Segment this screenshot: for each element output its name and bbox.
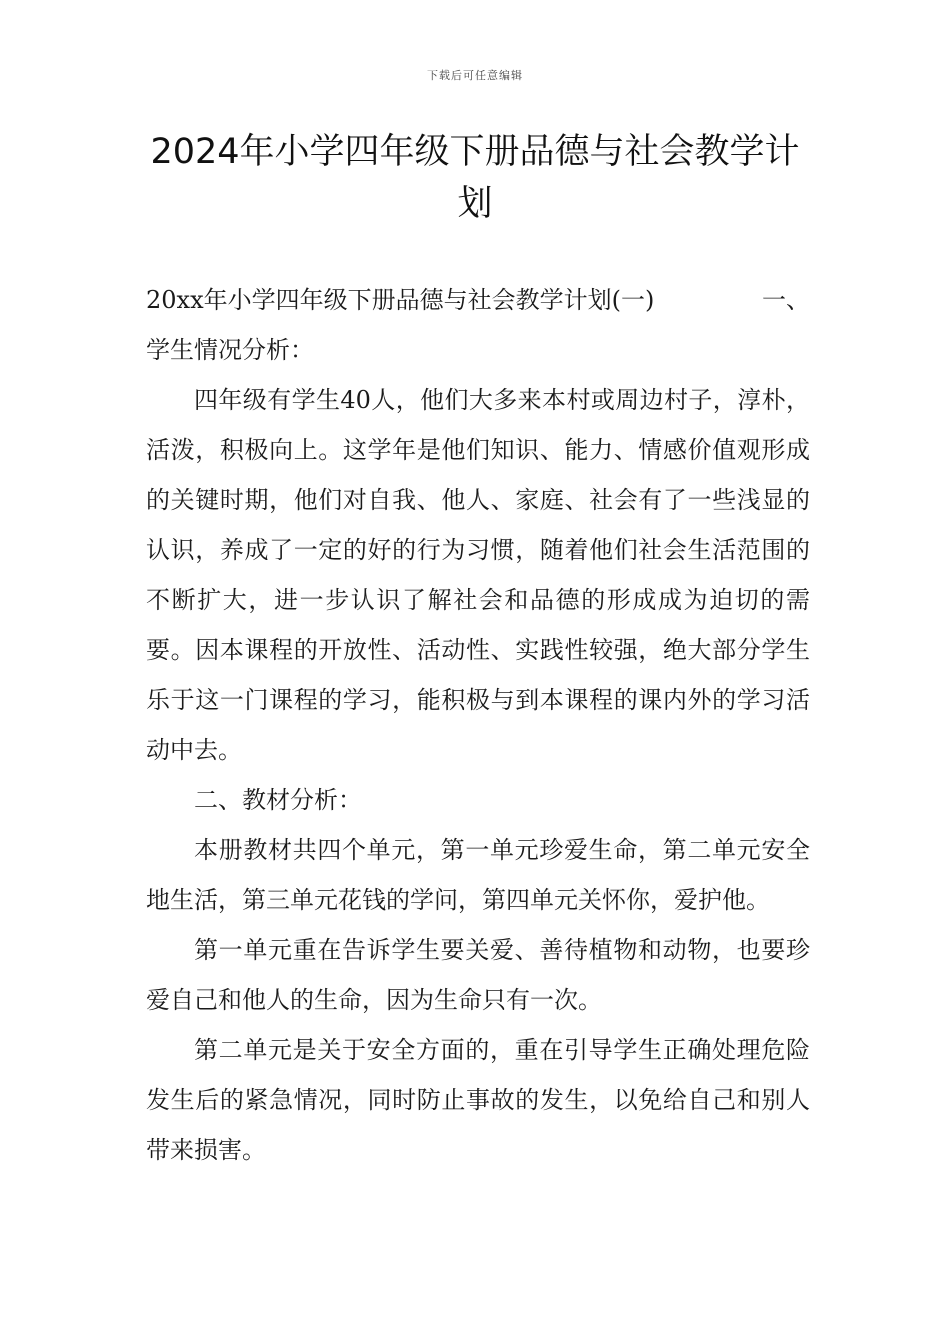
section-number-1: 一、 (762, 286, 810, 314)
paragraph-student-analysis: 四年级有学生40人，他们大多来本村或周边村子，淳朴，活泼，积极向上。这学年是他们知识、能力、情感价值观形成的关键时期，他们对自我、他人、家庭、社会有了一些浅显的认识，养成了一定的好的行为习惯，随着他们社会生活范围的不断扩大，进一步认识了解社会和品德的形成成为迫切的需要。因本课程的开放性、活动性、实践性较强，绝大部分学生乐于这一门课程的学习，能积极与到本课程的课内外的学习活动中去。 (146, 386, 810, 764)
intro-subtitle: 20xx年小学四年级下册品德与社会教学计划(一) (146, 286, 655, 314)
paragraph-unit-one: 第一单元重在告诉学生要关爱、善待植物和动物，也要珍爱自己和他人的生命，因为生命只有一次。 (146, 936, 810, 1014)
section-heading-1: 学生情况分析： (146, 336, 314, 364)
document-title: 2024年小学四年级下册品德与社会教学计划 (150, 132, 800, 224)
watermark-text: 下载后可任意编辑 (427, 69, 523, 82)
paragraph-textbook-overview: 本册教材共四个单元，第一单元珍爱生命，第二单元安全地生活，第三单元花钱的学问，第四单元关怀你，爱护他。 (146, 836, 810, 914)
document-body (146, 275, 810, 1175)
intro-line (146, 275, 810, 325)
section-heading-2: 二、教材分析： (194, 786, 362, 814)
paragraph-unit-two: 第二单元是关于安全方面的，重在引导学生正确处理危险发生后的紧急情况，同时防止事故的发生，以免给自己和别人带来损害。 (146, 1036, 810, 1164)
